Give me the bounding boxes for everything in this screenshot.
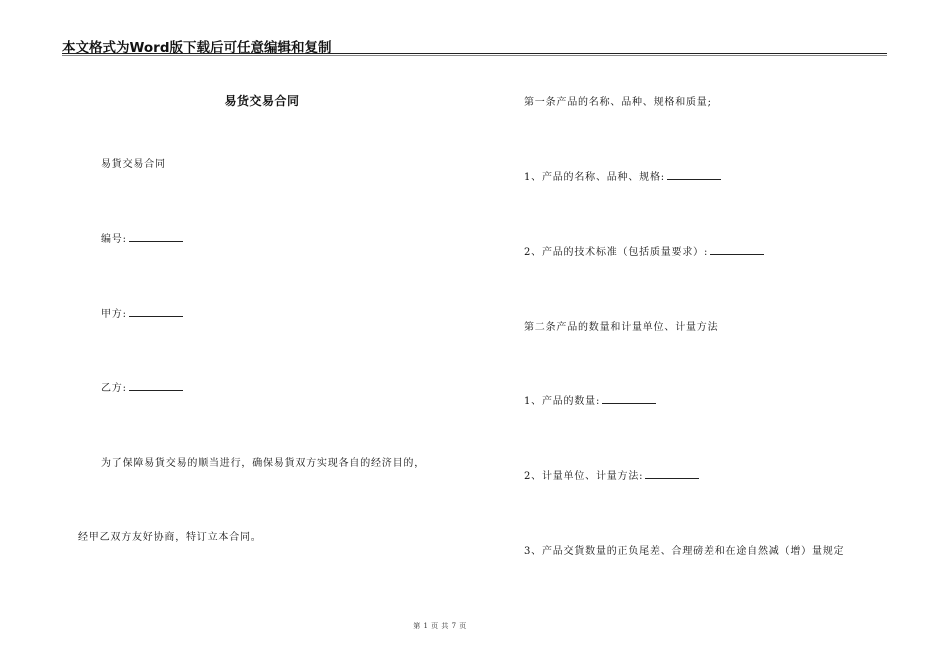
article-2-heading: 第二条产品的数量和计量单位、计量方法 [524,322,719,333]
article-2-item-1 [524,392,656,407]
party-b-label: 乙方: [101,383,127,394]
document-title: 易货交易合同 [224,94,300,108]
party-a-label: 甲方: [101,309,127,320]
number-field [101,230,183,245]
contract-subtitle: 易貨交易合同 [101,159,166,170]
article-1-item-2-blank [710,244,764,255]
article-1-item-2-label: 2、产品的技术标准（包括质量要求）: [524,247,709,258]
article-2-item-2 [524,467,699,482]
article-1-item-1-label: 1、产品的名称、品种、规格: [524,172,665,183]
article-2-item-2-blank [645,468,699,479]
party-a-blank [129,306,183,317]
article-2-item-3: 3、产品交貨数量的正负尾差、合理磅差和在途自然减（增）量规定 [524,546,845,557]
article-1-item-1-blank [667,169,721,180]
party-a-field [101,305,183,320]
header-divider [62,53,887,54]
party-b-blank [129,380,183,391]
number-label: 编号: [101,234,127,245]
page-indicator: 第 1 页 共 7 页 [413,622,467,630]
header-divider-secondary [62,55,887,56]
number-blank [129,231,183,242]
preamble-paragraph-1: 为了保障易貨交易的顺当进行，确保易貨双方实现各自的经济目的， [101,458,425,469]
article-1-heading: 第一条产品的名称、品种、规格和质量; [524,97,712,108]
party-b-field [101,379,183,394]
article-2-item-1-label: 1、产品的数量: [524,396,601,407]
article-2-item-2-label: 2、计量单位、计量方法: [524,471,644,482]
article-1-item-1 [524,168,721,183]
preamble-paragraph-2: 经甲乙双方友好协商，特订立本合同。 [78,532,262,543]
article-2-item-1-blank [602,393,656,404]
article-1-item-2 [524,243,764,258]
header-banner: 本文格式为Word版下载后可任意编辑和复制 [62,40,332,56]
